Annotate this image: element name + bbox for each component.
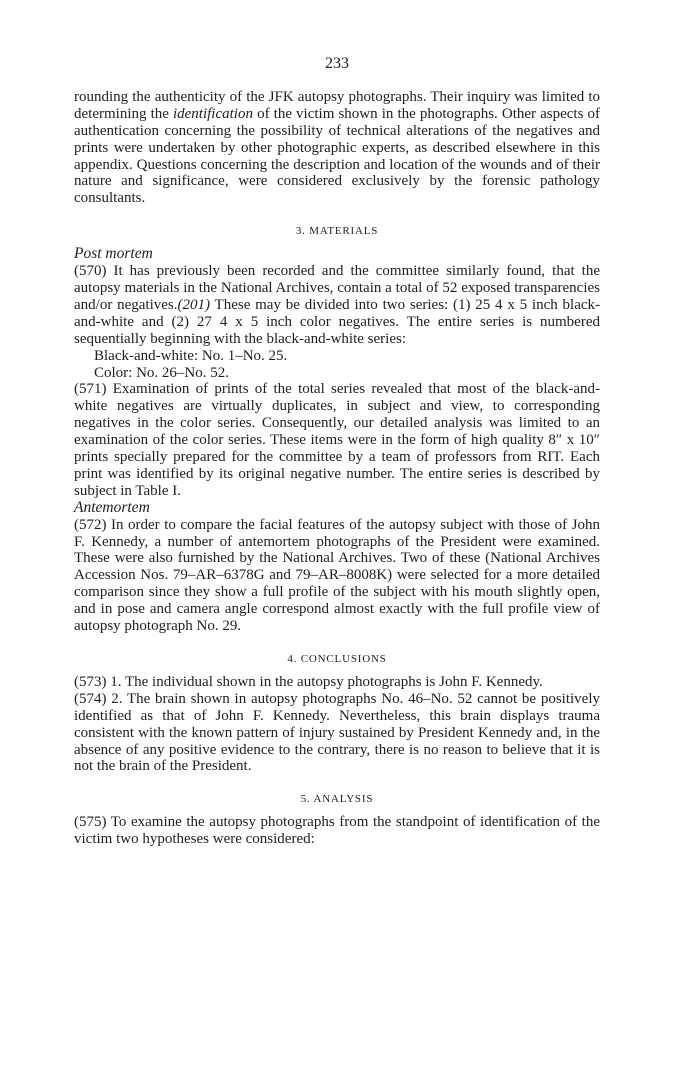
footnote-reference: (201)	[177, 296, 211, 313]
paragraph-571: (571) Examination of prints of the total series revealed that most of the black-and-white negatives are virtually duplicates, in subject and view, to corresponding negatives in the color series. Consequently, our detailed analysis was limited to an examination of the color series. These items were in the form of high quality 8″ x 10″ prints specially prepared for the committee by a team of professors from RIT. Each print was identified by its original negative number. The entire series is described by subject in Table I.	[74, 381, 600, 499]
intro-text-b: of the victim shown in the photographs. Other aspects of authentication concerning the possibility of technical alterations of the negatives and prints were undertaken by other photographic experts, as described elsewhere in this appendix. Questions concerning the description and location of the wounds and of their nature and significance, were considered exclusively by the forensic pathology consultants.	[74, 105, 600, 207]
section-heading-materials: 3. MATERIALS	[295, 225, 379, 238]
paragraph-570-text-b: These may be divided into two series: (1) 25 4 x 5 inch black-and-white and (2) 27 4 x 5 inch color negatives. The entire series is numbered sequentially beginning with the black-and-white series:	[74, 296, 601, 347]
intro-text-a: rounding the authenticity of the JFK autopsy photographs. Their inquiry was limited to determining the	[74, 88, 600, 122]
bw-series-line: Black-and-white: No. 1–No. 25.	[94, 347, 288, 364]
paragraph-572: (572) In order to compare the facial features of the autopsy subject with those of John F. Kennedy, a number of antemortem photographs of the President were examined. These were also furnished by the National Archives. Two of these (National Archives Accession Nos. 79–AR–6378G and 79–AR–8008K) were selected for a more detailed comparison since they show a full profile of the subject with his mouth slightly open, and in pose and camera angle correspond almost exactly with the full profile view of autopsy photograph No. 29.	[74, 516, 600, 635]
section-heading-analysis: 5. ANALYSIS	[300, 793, 374, 806]
subhead-antemortem: Antemortem	[74, 498, 150, 516]
intro-emphasis: identification	[172, 105, 253, 122]
intro-paragraph	[74, 89, 600, 207]
paragraph-570-text-a: (570) It has previously been recorded and the committee similarly found, that the autopsy materials in the National Archives, contain a total of 52 exposed transparencies and/or negatives.	[74, 263, 600, 313]
document-page	[74, 56, 600, 848]
paragraph-574: (574) 2. The brain shown in autopsy photographs No. 46–No. 52 cannot be positively identified as that of John F. Kennedy. Nevertheless, this brain displays trauma consistent with the known pattern of injury sustained by President Kennedy and, in the absence of any positive evidence to the contrary, there is no reason to believe that it is not the brain of the President.	[74, 690, 600, 775]
subhead-post-mortem: Post mortem	[74, 245, 153, 263]
paragraph-575: (575) To examine the autopsy photographs from the standpoint of identification of the victim two hypotheses were considered:	[74, 814, 600, 848]
paragraph-570	[74, 263, 600, 348]
paragraph-573: (573) 1. The individual shown in the autopsy photographs is John F. Kennedy.	[74, 673, 543, 690]
section-heading-conclusions: 4. CONCLUSIONS	[287, 653, 387, 665]
color-series-line: Color: No. 26–No. 52.	[94, 364, 229, 381]
page-number: 233	[325, 55, 349, 72]
